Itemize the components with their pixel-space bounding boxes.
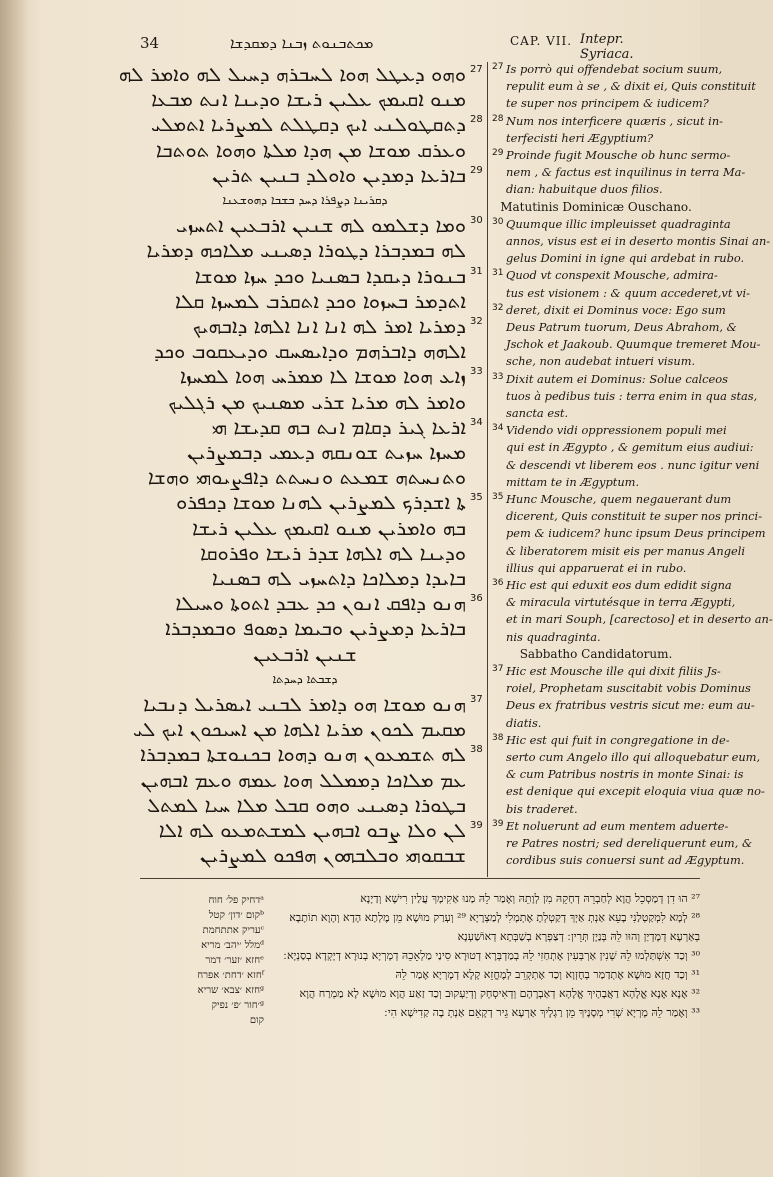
- footer-note: קום: [249, 1015, 264, 1026]
- footer-note: ᵇקום ׳דון׳ קטל: [208, 910, 264, 921]
- verse-number: 37: [470, 694, 483, 705]
- latin-line: Hic est qui eduxit eos dum edidit signa: [506, 578, 732, 592]
- verse-number: 36: [470, 593, 483, 605]
- latin-line: Videndo vidi oppressionem populi mei: [506, 423, 727, 438]
- footer-note: ᵍחזא ׳צבא׳ שריא: [197, 985, 264, 996]
- syriac-line: ܐܠܗܗ ܕܐܒܪܗܡ ܘܕܐܝܣܚܩ ܘܕܝܥܩܘܒ ܘܟܕ: [154, 339, 466, 364]
- latin-line: Matutinis Dominicæ Ouschano.: [500, 199, 692, 214]
- syriac-line: ܒܛܘܪܐ ܕܣܝܢܝ ܘܗܘ ܩܒܠ ܡܠܐ ܚܝܐ ܠܡܬܠ: [147, 792, 466, 817]
- latin-line: tuos à pedibus tuis : terra enim in qua stas,: [506, 388, 758, 403]
- latin-line: repulit eum à se , & dixit ei, Quis constituit: [506, 79, 756, 94]
- latin-line: roiel, Prophetam suscitabit vobis Dominus: [506, 681, 751, 696]
- verse-number: 28: [470, 114, 483, 126]
- syriac-line: ܠܗ ܒܡܕܒܪܐ ܕܛܘܪܐ ܕܣܝܢܝ ܡܠܐܟܗ ܕܡܪܝܐ: [146, 238, 466, 263]
- verse-number: 27: [492, 62, 504, 72]
- syriac-line: ܙܐܥ ܗܘܐ ܡܘܫܐ ܠܐ ܡܡܪܚ ܗܘܐ ܠܡܚܙܐ: [179, 364, 466, 389]
- verse-number: 28: [492, 113, 504, 124]
- syriac-line: ܠܗ ܬܫܡܥܘܢ ܗܢܘ ܕܗܘܐ ܒܟܢܘܫܬܐ ܒܡܕܒܪܐ: [140, 742, 466, 767]
- verse-number: 36: [492, 578, 504, 588]
- syriac-line: ܕܡܪܝܐ ܐܡܪ ܠܗ ܐܢܐ ܐܢܐ ܐܠܗܐ ܕܐܒܗܝܟ: [192, 314, 466, 338]
- latin-line: & cum Patribus nostris in monte Sinai: is: [506, 767, 744, 782]
- footer-text-line: ²⁷ הוּ דִן דְמַסְכֵל הֲוָא לְחַבְרֵהּ דְחָקֵהּ מִן לְוָתֵהּ וְאֶמַר לֵהּ מַנוּ אַקִימָךְ עֲלַין רִישָׁא וְדַיָנָא: [360, 892, 700, 905]
- latin-line: Et noluerunt ad eum mentem aduerte-: [506, 818, 729, 833]
- column-divider: [487, 62, 488, 877]
- verse-number: 35: [470, 492, 483, 504]
- verse-number: 34: [492, 423, 504, 434]
- binding-shadow: [0, 0, 28, 1177]
- syriac-line: ܠܢ ܘܠܐ ܨܒܘ ܐܒܗܝܢ ܠܡܫܬܡܥܘ ܠܗ ܐܠܐ: [158, 818, 466, 842]
- syriac-line: ܡܩܝܡ ܠܟܘܢ ܡܪܝܐ ܐܠܗܐ ܡܢ ܐܚܝܟܘܢ ܐܝܟ ܠܝ: [132, 717, 466, 742]
- footer-note: ᶜעריק אתתחמת: [202, 925, 264, 936]
- latin-line: gelus Domini in igne qui ardebat in rubo.: [506, 251, 745, 266]
- verse-number: 39: [470, 820, 483, 831]
- latin-line: sancta est.: [506, 406, 569, 420]
- footer-note: ᵍ׳חור ׳פ׳ נפיק: [211, 1000, 264, 1011]
- latin-line: Is porrò qui offendebat socium suum,: [506, 62, 723, 76]
- syriac-line: ܡܢܘ ܐܩܝܡܟ ܥܠܝܢ ܪܝܫܐ ܘܕܝܢܐ ܐܢܬ ܡܒܥܐ: [151, 87, 466, 112]
- verse-number: 31: [492, 268, 504, 279]
- latin-line: mittam te in Ægyptum.: [506, 474, 640, 489]
- syriac-line: ܘܬܢܚܬܗ ܫܡܥܬ ܘܢܚܬܬ ܕܐܦܨܝܘܗܝ ܘܗܫܐ: [147, 465, 466, 490]
- chapter-heading: CAP. VII.: [510, 34, 573, 48]
- verse-number: 39: [492, 818, 504, 829]
- syriac-line: ܕܫܒܬܐ ܕܚܕܬܐ: [272, 671, 338, 686]
- latin-line: et in mari Souph, [carectoso] et in deserto an-: [506, 612, 773, 627]
- verse-number: 33: [470, 366, 483, 378]
- footer-text-line: בְאַרְעָא דְמָדְיַן וְהוּו לֵהּ בְּנַיָן תְּרֵין ׃ דְצַפְרָא בְשַׁבְּתָא דְאוֹשַׁעְנָא: [457, 930, 700, 943]
- latin-line: re Patres nostri; sed dereliquerunt eum, &: [506, 836, 753, 850]
- verse-number: 38: [470, 744, 483, 756]
- syriac-line: ܘܗܘ ܕܥܛܠ ܗܘܐ ܠܚܒܪܗ ܕܚܝܠ ܠܗ ܘܐܡܪ ܠܗ: [118, 62, 466, 86]
- syriac-line: ܒܢܘܪܐ ܕܝܩܕܐ ܒܣܢܝܐ ܘܟܕ ܚܙܐ ܡܘܫܐ: [194, 263, 466, 288]
- latin-line: illius qui apparuerat ei in rubo.: [506, 560, 687, 575]
- syriac-line: ܗܢܘ ܡܘܫܐ ܗܘ ܕܐܡܪ ܠܒܢܝ ܐܝܣܪܝܠ ܕܢܒܝܐ: [143, 692, 466, 716]
- hebrew-footer: [140, 884, 700, 1024]
- running-head-latin: Intepr. Syriaca.: [580, 32, 634, 62]
- syriac-line: ܒܐܪܥܐ ܕܡܕܝܢ ܘܐܘܠܕ ܒܢܝܢ ܬܪܝܢ: [212, 162, 466, 187]
- syriac-line: ܥܡ ܡܠܐܟܐ ܕܡܡܠܠ ܗܘܐ ܥܡܗ ܘܥܡ ܐܒܗܝܢ: [140, 767, 466, 792]
- syriac-line: ܐܪܥܐ ܓܝܪ ܕܩܐܡ ܐܢܬ ܒܗ ܩܕܝܫܐ ܗܝ: [211, 414, 466, 439]
- latin-line: serto cum Angelo illo qui alloquebatur eum,: [506, 750, 761, 764]
- page-header: [140, 32, 660, 62]
- verse-number: 32: [492, 302, 504, 313]
- footer-text-line: ³⁰ וְכַד אִשְׁתַּלְמוּ לֵהּ שְׁנִין אַרְבְּעִין אֶתְחַזִי לֵהּ בְמַדְבְּרָא דְטוּרָא סִינַי מַלְאָכֵהּ דְמָרְיָא בְנוּרָא דְיָקְדָא בְסַנְיָא ׃: [283, 949, 700, 962]
- latin-line: & miracula virtutésque in terra Ægypti,: [506, 595, 736, 610]
- verse-number: 33: [492, 371, 504, 382]
- footer-note: ᶠחזא ׳דחת׳ אפרח: [197, 970, 264, 981]
- syriac-line: ܫܢܝܢ ܐܪܒܥܝܢ: [253, 641, 357, 666]
- syriac-line: ܒܐܪܥܐ ܕܡܨܪܝܢ ܘܒܝܡܐ ܕܣܘܦ ܘܒܡܕܒܪܐ: [165, 616, 466, 641]
- syriac-line: ܕܩܪܝܢܐ ܕܨܦܪܐ ܕܚܕ ܒܫܒܐ ܕܗܘܫܥܢܐ: [222, 193, 388, 207]
- latin-line: Deus Patrum tuorum, Deus Abrahom, &: [506, 320, 737, 334]
- syriac-line: ܘܕܝܢܐ ܠܗ ܐܠܗܐ ܫܕܪ ܪܝܫܐ ܘܦܪܘܩܐ: [200, 540, 466, 565]
- syriac-line: ܘܥܪܩ ܡܘܫܐ ܡܢ ܗܕܐ ܡܠܬܐ ܘܗܘܐ ܬܘܬܒܐ: [155, 137, 466, 162]
- verse-number: 32: [470, 316, 483, 327]
- folio-number: 34: [140, 34, 160, 52]
- footer-note: ᵉחזא ׳זער׳ דמר: [205, 955, 264, 966]
- latin-line: & descendi vt liberem eos . nunc igitur veni: [506, 457, 760, 472]
- latin-line: dian: habuitque duos filios.: [506, 182, 663, 197]
- latin-line: Hic est Mousche ille qui dixit filiis Js-: [506, 664, 721, 678]
- latin-line: terfecisti heri Ægyptium?: [506, 130, 654, 145]
- latin-line: & liberatorem misit eis per manus Angeli: [506, 543, 746, 558]
- footer-divider: [140, 878, 700, 879]
- latin-column: [492, 60, 773, 875]
- verse-number: 34: [470, 416, 483, 428]
- footer-note: ᵃדחיק פל׳ חוח: [208, 895, 264, 906]
- latin-line: Num nos interficere quæris , sicut in-: [506, 113, 724, 128]
- footer-text-line: ³² אֶנָא אֶנָא אֱלָהָא דַאֲבָהָיךְ אֱלָהָא דְאַבְרָהָם וְדְאִיסְחָק וְדְיַעְקוּב וְכַד זַאַע הֲוָא מוּשֶׁא לָא מַמְרַח הֲוָא: [299, 987, 700, 1000]
- latin-line: diatis.: [506, 715, 542, 730]
- footer-text-line: ²⁸ לְמָא לִמְקַטְלַנִי בָעֵא אַנְתְ אַיְךְ דְקַטְלְתָ אֶתְמָלִי לְמַצְרָיָא ²⁹ וְעְרַק מוּשֶׁא מֵן מֶלְתָא הָדָא וְהָוָא תוֹתָבָא: [289, 911, 700, 924]
- latin-line: qui est in Ægypto , & gemitum eius audiui:: [506, 440, 754, 455]
- syriac-column: [118, 62, 484, 874]
- syriac-line: ܘܐܡܪ ܠܗ ܡܪܝܐ ܫܪܝ ܡܣܢܝܟ ܡܢ ܪܓܠܝܟ: [168, 389, 466, 414]
- latin-line: Hunc Mousche, quem negauerant dum: [506, 492, 732, 506]
- verse-number: 35: [492, 492, 504, 502]
- syriac-line: ܕܬܩܛܘܠܢܝ ܐܝܟ ܕܩܛܠܬ ܠܡܨܪܝܐ ܐܬܡܠܝ: [151, 112, 466, 137]
- footer-note: ᵈמלל ׳יהב׳ מריא: [201, 940, 264, 951]
- latin-line: Quod vt conspexit Mousche, admira-: [506, 268, 718, 283]
- latin-line: cordibus suis conuersi sunt ad Ægyptum.: [506, 853, 745, 868]
- latin-line: te super nos principem & iudicem?: [506, 96, 709, 111]
- latin-line: deret, dixit ei Dominus voce: Ego sum: [506, 302, 726, 317]
- syriac-line: ܘܡܐ ܕܫܠܡܘ ܠܗ ܫܢܝܢ ܐܪܒܥܝܢ ܐܬܚܙܝ: [175, 213, 466, 238]
- latin-line: Jschok et Jaakoub. Quumque tremeret Mou-: [506, 337, 761, 352]
- syriac-line: ܒܐܝܕܐ ܕܡܠܐܟܐ ܕܐܬܚܙܝ ܠܗ ܒܣܢܝܐ: [211, 566, 466, 590]
- latin-line: nem , & factus est inquilinus in terra Ma-: [506, 165, 746, 180]
- latin-line: annos, visus est ei in deserto montis Sinai an-: [506, 234, 771, 248]
- verse-number: 30: [492, 216, 504, 227]
- footer-text-line: ³³ וְאֶמַר לֵהּ מָרְיָא שְׁרִי מְסָנָיךְ מֵן רַגְלָיךְ אַרְעָא גֵיר דְקָאֵם אַנְתְ בָה קַדִישָׁא הִי ׃: [384, 1006, 700, 1019]
- latin-line: est denique qui excepit eloquia viua quæ no-: [506, 784, 765, 799]
- latin-line: tus est visionem : & quum accederet,vt vi-: [506, 285, 750, 300]
- verse-number: 38: [492, 732, 504, 743]
- latin-line: sche, non audebat intueri visum.: [506, 354, 696, 369]
- syriac-line: ܫܒܩܘܗܝ ܘܒܠܒܗܘܢ ܗܦܟܘ ܠܡܨܪܝܢ: [199, 843, 466, 868]
- latin-line: Proinde fugit Mousche ob hunc sermo-: [506, 148, 731, 162]
- latin-line: Quumque illic impleuisset quadraginta: [506, 216, 731, 231]
- syriac-line: ܒܗ ܘܐܡܪܝܢ ܡܢܘ ܐܩܝܡܟ ܥܠܝܢ ܪܝܫܐ: [192, 515, 466, 540]
- verse-number: 29: [492, 148, 504, 158]
- running-head-syriac: ܡܟܬܒܢܘܬ ܙܒܢܐ ܕܡܩܕܫܐ: [230, 34, 374, 52]
- verse-number: 30: [470, 215, 483, 227]
- verse-number: 37: [492, 664, 504, 674]
- latin-line: pem & iudicem? hunc ipsum Deus principem: [506, 526, 766, 541]
- verse-number: 27: [470, 64, 483, 75]
- verse-number: 31: [470, 265, 483, 277]
- syriac-line: ܡܚܙܐ ܚܙܝܬ ܫܘܢܩܗ ܕܥܡܝ ܕܒܡܨܪܝܢ: [187, 440, 466, 464]
- latin-line: bis traderet.: [506, 801, 578, 816]
- latin-line: Dixit autem ei Dominus: Solue calceos: [506, 371, 728, 386]
- syriac-line: ܐܬܕܡܪ ܒܚܙܘܐ ܘܟܕ ܐܬܩܪܒ ܠܡܚܙܐ ܩܠܐ: [175, 288, 466, 313]
- latin-line: nis quadraginta.: [506, 629, 601, 644]
- verse-number: 29: [470, 164, 483, 176]
- syriac-line: ܬܐ ܐܫܕܪܟ ܠܡܨܪܝܢ ܠܗܢܐ ܡܘܫܐ ܕܟܦܪܘ: [176, 490, 466, 515]
- footer-text-line: ³¹ וְכַד חֲזָא מוּשֶׁא אֶתְדַמַר בְחֶזְוָא וְכַד אֶתְקְרֵב לְמֶחֱזֵא קָלָא דְמָרְיָא אֶמַר לֵהּ: [395, 968, 700, 981]
- latin-line: Deus ex fratribus vestris sicut me: eum au-: [506, 698, 755, 713]
- latin-line: Hic est qui fuit in congregatione in de-: [506, 732, 730, 747]
- latin-line: dicerent, Quis constituit te super nos princi-: [506, 509, 763, 524]
- syriac-line: ܗܢܘ ܕܐܦܩ ܐܢܘܢ ܟܕ ܥܒܕ ܐܬܘܬܐ ܘܚܝܠܐ: [175, 591, 466, 616]
- latin-line: Sabbatho Candidatorum.: [519, 646, 673, 661]
